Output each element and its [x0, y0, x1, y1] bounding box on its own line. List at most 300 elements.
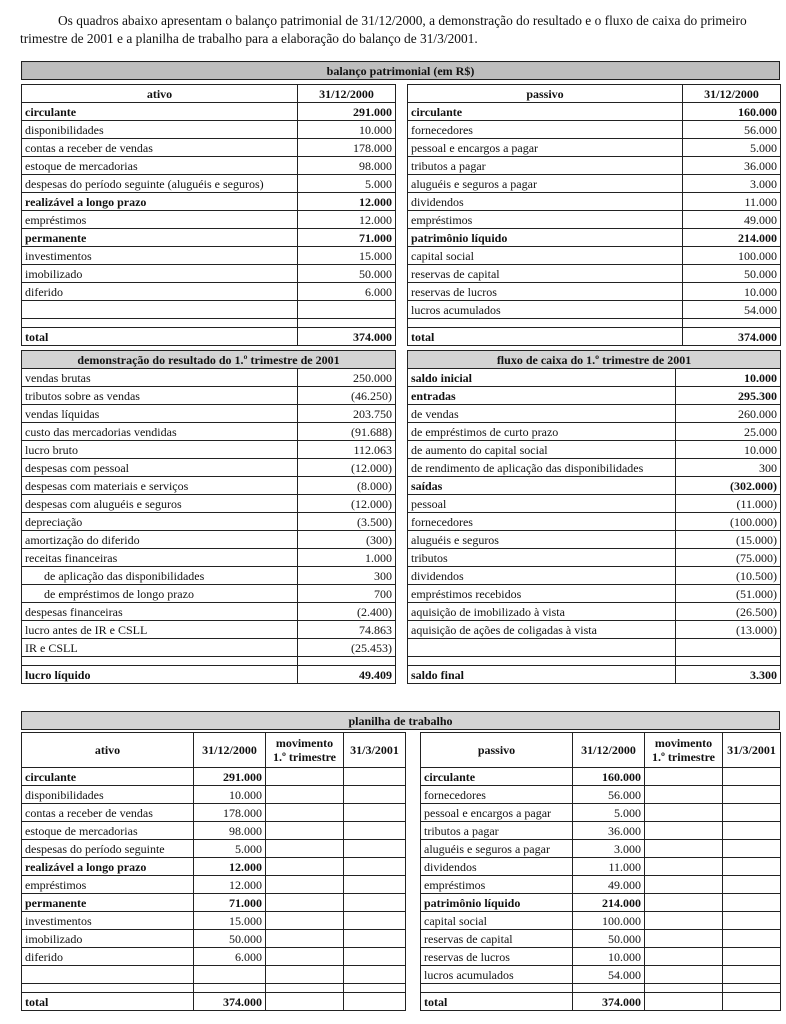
- row-value: 5.000: [683, 139, 781, 157]
- table-row: [408, 211, 781, 229]
- ws-cell-empty[interactable]: [723, 948, 781, 966]
- row-label: de empréstimos de longo prazo: [22, 585, 298, 603]
- row-value: 3.000: [683, 175, 781, 193]
- row-label: entradas: [408, 387, 676, 405]
- row-label: empréstimos recebidos: [408, 585, 676, 603]
- table-row: [22, 876, 406, 894]
- ws-cell-empty[interactable]: [723, 804, 781, 822]
- table-row: [408, 585, 781, 603]
- table-row: [22, 549, 396, 567]
- row-value: (46.250): [298, 387, 396, 405]
- table-row: [408, 193, 781, 211]
- row-value: (100.000): [676, 513, 781, 531]
- row-label: tributos: [408, 549, 676, 567]
- row-label: vendas líquidas: [22, 405, 298, 423]
- row-value: 10.000: [676, 369, 781, 387]
- row-value: 71.000: [298, 229, 396, 247]
- table-row: [421, 768, 781, 786]
- table-row: [22, 103, 396, 121]
- row-label: reservas de capital: [408, 265, 683, 283]
- row-value: 56.000: [573, 786, 645, 804]
- worksheet-title-bar: [21, 711, 780, 730]
- ws-cell-empty[interactable]: [645, 804, 723, 822]
- row-value: 10.000: [676, 441, 781, 459]
- table-row: [421, 912, 781, 930]
- table-row: [22, 265, 396, 283]
- ws-col-ativo: ativo: [22, 733, 194, 768]
- table-row: [421, 804, 781, 822]
- ws-cell-empty[interactable]: [344, 822, 406, 840]
- row-label: fornecedores: [408, 121, 683, 139]
- spacer: [683, 319, 781, 328]
- spacer: [573, 984, 645, 993]
- row-label: aquisição de ações de coligadas à vista: [408, 621, 676, 639]
- row-label: imobilizado: [22, 265, 298, 283]
- ws-total-passivo: 374.000: [573, 993, 645, 1011]
- row-label: diferido: [22, 948, 194, 966]
- ws-cell-empty[interactable]: [723, 894, 781, 912]
- row-label: despesas do período seguinte: [22, 840, 194, 858]
- table-row: [22, 387, 396, 405]
- row-label: imobilizado: [22, 930, 194, 948]
- row-value: 12.000: [298, 211, 396, 229]
- total-passivo: 374.000: [683, 328, 781, 346]
- row-value: 260.000: [676, 405, 781, 423]
- table-row: [408, 301, 781, 319]
- ws-col-date2: 31/3/2001: [723, 733, 781, 768]
- row-label: empréstimos: [22, 876, 194, 894]
- row-label: [408, 639, 676, 657]
- spacer: [408, 319, 683, 328]
- row-value: (11.000): [676, 495, 781, 513]
- row-label: permanente: [22, 894, 194, 912]
- row-label: amortização do diferido: [22, 531, 298, 549]
- row-label: depreciação: [22, 513, 298, 531]
- ws-cell-empty[interactable]: [344, 804, 406, 822]
- row-value: 203.750: [298, 405, 396, 423]
- table-row: [408, 247, 781, 265]
- net-income-label: lucro líquido: [22, 666, 298, 684]
- row-label: [22, 966, 194, 984]
- table-row: [22, 966, 406, 984]
- ws-cell-empty[interactable]: [723, 768, 781, 786]
- table-row: [22, 621, 396, 639]
- row-value: 178.000: [194, 804, 266, 822]
- table-row: [22, 495, 396, 513]
- table-row: [22, 786, 406, 804]
- table-row: [22, 912, 406, 930]
- table-row: [22, 531, 396, 549]
- row-label: lucros acumulados: [408, 301, 683, 319]
- row-value: 10.000: [573, 948, 645, 966]
- row-value: 6.000: [194, 948, 266, 966]
- row-label: estoque de mercadorias: [22, 822, 194, 840]
- ws-cell-empty[interactable]: [266, 804, 344, 822]
- ws-cell-empty[interactable]: [723, 876, 781, 894]
- row-value: 50.000: [298, 265, 396, 283]
- table-row: [22, 930, 406, 948]
- row-value: 12.000: [194, 858, 266, 876]
- row-label: investimentos: [22, 247, 298, 265]
- table-row: [408, 369, 781, 387]
- ws-cell-empty[interactable]: [344, 993, 406, 1011]
- col-date: 31/12/2000: [298, 85, 396, 103]
- table-row: [408, 567, 781, 585]
- row-value: (12.000): [298, 495, 396, 513]
- table-row: [22, 948, 406, 966]
- ws-col-passivo: passivo: [421, 733, 573, 768]
- row-value: 250.000: [298, 369, 396, 387]
- row-label: fornecedores: [421, 786, 573, 804]
- row-value: 25.000: [676, 423, 781, 441]
- row-value: (12.000): [298, 459, 396, 477]
- ws-cell-empty[interactable]: [645, 912, 723, 930]
- table-row: [408, 175, 781, 193]
- ws-cell-empty[interactable]: [723, 822, 781, 840]
- row-value: (25.453): [298, 639, 396, 657]
- total-ativo: 374.000: [298, 328, 396, 346]
- spacer: [194, 984, 266, 993]
- ws-cell-empty[interactable]: [723, 966, 781, 984]
- row-value: 50.000: [683, 265, 781, 283]
- row-label: circulante: [22, 768, 194, 786]
- table-row: [22, 513, 396, 531]
- ws-cell-empty[interactable]: [266, 768, 344, 786]
- row-label: patrimônio líquido: [421, 894, 573, 912]
- ws-cell-empty[interactable]: [344, 930, 406, 948]
- table-row: [408, 477, 781, 495]
- row-label: circulante: [22, 103, 298, 121]
- ws-col-date1: 31/12/2000: [573, 733, 645, 768]
- row-value: 3.000: [573, 840, 645, 858]
- ws-cell-empty[interactable]: [723, 993, 781, 1011]
- row-label: saldo inicial: [408, 369, 676, 387]
- table-row: [22, 229, 396, 247]
- row-value: 50.000: [194, 930, 266, 948]
- row-label: aluguéis e seguros a pagar: [421, 840, 573, 858]
- row-label: pessoal e encargos a pagar: [408, 139, 683, 157]
- worksheet-passivo-table: [420, 732, 781, 1011]
- row-label: reservas de capital: [421, 930, 573, 948]
- table-row: [22, 405, 396, 423]
- ws-cell-empty[interactable]: [344, 948, 406, 966]
- row-label: tributos a pagar: [408, 157, 683, 175]
- ws-cell-empty[interactable]: [645, 876, 723, 894]
- ws-cell-empty[interactable]: [344, 894, 406, 912]
- balance-sheet-title: balanço patrimonial (em R$): [22, 62, 780, 80]
- ws-cell-empty[interactable]: [645, 858, 723, 876]
- ws-cell-empty[interactable]: [266, 993, 344, 1011]
- ws-col-date1: 31/12/2000: [194, 733, 266, 768]
- table-row: [408, 265, 781, 283]
- table-row: [408, 621, 781, 639]
- table-row: [408, 441, 781, 459]
- ws-cell-empty[interactable]: [344, 786, 406, 804]
- table-row: [22, 121, 396, 139]
- ws-cell-empty[interactable]: [344, 858, 406, 876]
- total-label: total: [22, 993, 194, 1011]
- row-label: despesas com pessoal: [22, 459, 298, 477]
- row-value: 36.000: [573, 822, 645, 840]
- ws-col-mov: movimento 1.º trimestre: [266, 733, 344, 768]
- row-label: contas a receber de vendas: [22, 804, 194, 822]
- row-value: 15.000: [194, 912, 266, 930]
- row-value: 12.000: [194, 876, 266, 894]
- row-label: realizável a longo prazo: [22, 858, 194, 876]
- table-row: [22, 283, 396, 301]
- row-value: 10.000: [683, 283, 781, 301]
- row-value: 56.000: [683, 121, 781, 139]
- ws-cell-empty[interactable]: [266, 876, 344, 894]
- row-label: lucro antes de IR e CSLL: [22, 621, 298, 639]
- row-value: 74.863: [298, 621, 396, 639]
- row-value: 1.000: [298, 549, 396, 567]
- ws-cell-empty[interactable]: [266, 786, 344, 804]
- spacer: [645, 984, 723, 993]
- row-value: (3.500): [298, 513, 396, 531]
- row-value: 54.000: [683, 301, 781, 319]
- table-row: [421, 822, 781, 840]
- table-row: [22, 441, 396, 459]
- row-value: 6.000: [298, 283, 396, 301]
- row-label: fornecedores: [408, 513, 676, 531]
- ws-col-mov: movimento 1.º trimestre: [645, 733, 723, 768]
- row-label: dividendos: [408, 567, 676, 585]
- spacer: [344, 984, 406, 993]
- table-row: [22, 639, 396, 657]
- row-label: IR e CSLL: [22, 639, 298, 657]
- row-label: lucro bruto: [22, 441, 298, 459]
- row-label: de aplicação das disponibilidades: [22, 567, 298, 585]
- row-label: capital social: [421, 912, 573, 930]
- table-row: [408, 103, 781, 121]
- ws-cell-empty[interactable]: [723, 858, 781, 876]
- row-value: 50.000: [573, 930, 645, 948]
- table-row: [408, 495, 781, 513]
- ws-cell-empty[interactable]: [723, 912, 781, 930]
- row-label: aluguéis e seguros a pagar: [408, 175, 683, 193]
- row-value: 5.000: [298, 175, 396, 193]
- row-value: (15.000): [676, 531, 781, 549]
- row-value: 295.300: [676, 387, 781, 405]
- row-label: de aumento do capital social: [408, 441, 676, 459]
- row-value: (26.500): [676, 603, 781, 621]
- row-value: 49.000: [683, 211, 781, 229]
- row-label: lucros acumulados: [421, 966, 573, 984]
- row-label: circulante: [408, 103, 683, 121]
- row-value: [676, 639, 781, 657]
- table-row: [22, 567, 396, 585]
- spacer: [298, 657, 396, 666]
- ws-cell-empty[interactable]: [266, 966, 344, 984]
- row-label: estoque de mercadorias: [22, 157, 298, 175]
- row-label: contas a receber de vendas: [22, 139, 298, 157]
- table-row: [22, 193, 396, 211]
- row-value: 300: [676, 459, 781, 477]
- table-row: [408, 157, 781, 175]
- row-value: 291.000: [298, 103, 396, 121]
- income-statement-title: demonstração do resultado do 1.º trimestre de 2001: [22, 351, 396, 369]
- ws-cell-empty[interactable]: [645, 786, 723, 804]
- ws-cell-empty[interactable]: [266, 822, 344, 840]
- row-value: 12.000: [298, 193, 396, 211]
- row-value: 214.000: [683, 229, 781, 247]
- table-row: [421, 858, 781, 876]
- table-row: [22, 157, 396, 175]
- spacer: [22, 319, 298, 328]
- ws-col-date2: 31/3/2001: [344, 733, 406, 768]
- ws-cell-empty[interactable]: [723, 840, 781, 858]
- table-row: [408, 283, 781, 301]
- col-passivo: passivo: [408, 85, 683, 103]
- table-row: [22, 603, 396, 621]
- table-row: [421, 930, 781, 948]
- row-label: aluguéis e seguros: [408, 531, 676, 549]
- ws-cell-empty[interactable]: [645, 993, 723, 1011]
- row-label: circulante: [421, 768, 573, 786]
- row-value: 112.063: [298, 441, 396, 459]
- col-date: 31/12/2000: [683, 85, 781, 103]
- row-value: [194, 966, 266, 984]
- row-label: pessoal: [408, 495, 676, 513]
- row-label: de empréstimos de curto prazo: [408, 423, 676, 441]
- row-value: (13.000): [676, 621, 781, 639]
- table-row: [408, 139, 781, 157]
- table-row: [22, 804, 406, 822]
- row-value: 54.000: [573, 966, 645, 984]
- ws-cell-empty[interactable]: [645, 966, 723, 984]
- ws-cell-empty[interactable]: [344, 912, 406, 930]
- row-value: 5.000: [194, 840, 266, 858]
- table-row: [408, 513, 781, 531]
- table-row: [408, 423, 781, 441]
- ws-cell-empty[interactable]: [266, 948, 344, 966]
- row-value: 98.000: [298, 157, 396, 175]
- table-row: [22, 247, 396, 265]
- cash-flow-title: fluxo de caixa do 1.º trimestre de 2001: [408, 351, 781, 369]
- table-row: [421, 894, 781, 912]
- table-row: [421, 840, 781, 858]
- worksheet-title: planilha de trabalho: [22, 712, 780, 730]
- net-income-value: 49.409: [298, 666, 396, 684]
- worksheet-ativo-table: [21, 732, 406, 1011]
- ws-cell-empty[interactable]: [266, 894, 344, 912]
- spacer: [676, 657, 781, 666]
- table-row: [22, 477, 396, 495]
- table-row: [408, 405, 781, 423]
- table-row: [22, 768, 406, 786]
- row-value: 291.000: [194, 768, 266, 786]
- ws-cell-empty[interactable]: [645, 840, 723, 858]
- row-label: dividendos: [408, 193, 683, 211]
- row-label: custo das mercadorias vendidas: [22, 423, 298, 441]
- ws-cell-empty[interactable]: [723, 786, 781, 804]
- ws-cell-empty[interactable]: [645, 948, 723, 966]
- table-row: [22, 459, 396, 477]
- ws-cell-empty[interactable]: [645, 822, 723, 840]
- row-label: saídas: [408, 477, 676, 495]
- row-label: aquisição de imobilizado à vista: [408, 603, 676, 621]
- col-ativo: ativo: [22, 85, 298, 103]
- row-label: despesas com materiais e serviços: [22, 477, 298, 495]
- ws-cell-empty[interactable]: [645, 894, 723, 912]
- row-label: despesas financeiras: [22, 603, 298, 621]
- row-label: reservas de lucros: [421, 948, 573, 966]
- table-row: [22, 894, 406, 912]
- row-label: investimentos: [22, 912, 194, 930]
- spacer: [22, 657, 298, 666]
- table-row: [408, 639, 781, 657]
- spacer: [421, 984, 573, 993]
- row-value: 10.000: [298, 121, 396, 139]
- ws-cell-empty[interactable]: [344, 966, 406, 984]
- row-value: 10.000: [194, 786, 266, 804]
- table-row: [22, 175, 396, 193]
- table-row: [421, 876, 781, 894]
- ws-cell-empty[interactable]: [344, 840, 406, 858]
- table-row: [22, 423, 396, 441]
- table-row: [22, 211, 396, 229]
- row-label: de vendas: [408, 405, 676, 423]
- table-row: [22, 301, 396, 319]
- ws-cell-empty[interactable]: [645, 768, 723, 786]
- ws-cell-empty[interactable]: [266, 930, 344, 948]
- row-label: empréstimos: [408, 211, 683, 229]
- row-label: de rendimento de aplicação das disponibilidades: [408, 459, 676, 477]
- spacer: [298, 319, 396, 328]
- row-label: realizável a longo prazo: [22, 193, 298, 211]
- ws-cell-empty[interactable]: [266, 912, 344, 930]
- row-value: 11.000: [573, 858, 645, 876]
- row-value: 49.000: [573, 876, 645, 894]
- ws-total-ativo: 374.000: [194, 993, 266, 1011]
- table-row: [22, 840, 406, 858]
- spacer: [22, 984, 194, 993]
- row-label: dividendos: [421, 858, 573, 876]
- total-label: total: [22, 328, 298, 346]
- row-value: (302.000): [676, 477, 781, 495]
- row-value: 98.000: [194, 822, 266, 840]
- row-label: tributos a pagar: [421, 822, 573, 840]
- row-value: (51.000): [676, 585, 781, 603]
- row-label: despesas com aluguéis e seguros: [22, 495, 298, 513]
- row-label: vendas brutas: [22, 369, 298, 387]
- row-value: 15.000: [298, 247, 396, 265]
- ws-cell-empty[interactable]: [344, 768, 406, 786]
- ws-cell-empty[interactable]: [266, 840, 344, 858]
- row-label: pessoal e encargos a pagar: [421, 804, 573, 822]
- spacer: [723, 984, 781, 993]
- ws-cell-empty[interactable]: [645, 930, 723, 948]
- row-value: 100.000: [683, 247, 781, 265]
- intro-paragraph: Os quadros abaixo apresentam o balanço patrimonial de 31/12/2000, a demonstração do resultado e o fluxo de caixa do primeiro trimestre de 2001 e a planilha de trabalho para a elaboração do balanço de 31/3/2001.: [20, 13, 747, 46]
- ws-cell-empty[interactable]: [266, 858, 344, 876]
- balance-ativo-table: [21, 84, 396, 346]
- row-value: 160.000: [573, 768, 645, 786]
- table-row: [421, 948, 781, 966]
- table-row: [22, 585, 396, 603]
- table-row: [408, 531, 781, 549]
- final-balance-label: saldo final: [408, 666, 676, 684]
- row-label: permanente: [22, 229, 298, 247]
- table-row: [22, 369, 396, 387]
- row-value: 100.000: [573, 912, 645, 930]
- row-label: tributos sobre as vendas: [22, 387, 298, 405]
- row-label: capital social: [408, 247, 683, 265]
- ws-cell-empty[interactable]: [723, 930, 781, 948]
- ws-cell-empty[interactable]: [344, 876, 406, 894]
- balance-passivo-table: [407, 84, 781, 346]
